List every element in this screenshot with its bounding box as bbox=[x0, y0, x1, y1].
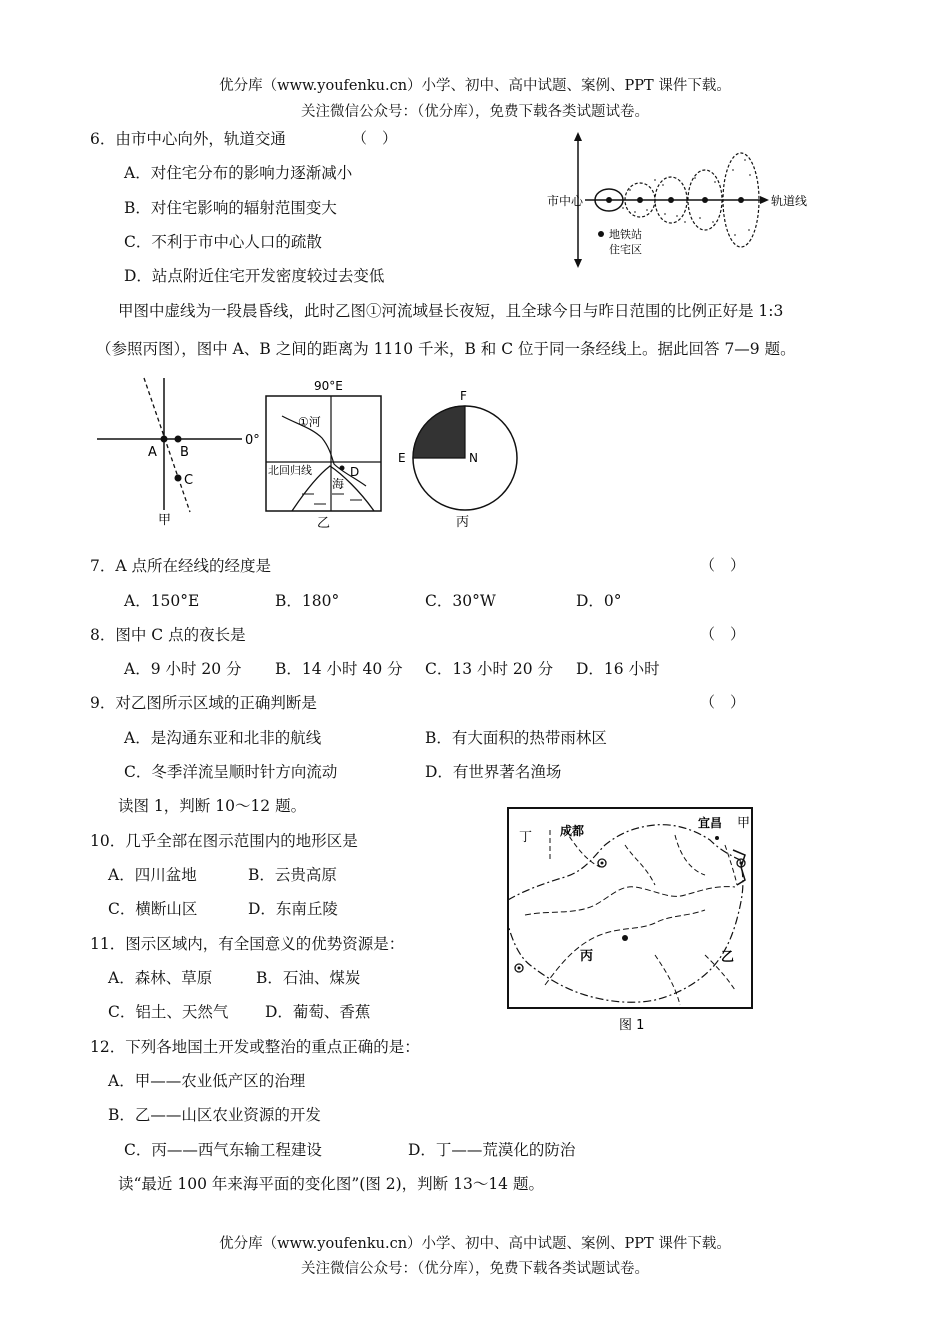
equator-label: 0° bbox=[245, 433, 260, 448]
point-c-label: C bbox=[184, 473, 194, 488]
q8-option-b: B．14 小时 40 分 bbox=[275, 660, 403, 678]
q9-option-a: A．是沟通东亚和北非的航线 bbox=[124, 729, 322, 747]
q7-stem: 7．A 点所在经线的经度是 bbox=[90, 557, 271, 575]
footer-line-1: 优分库（www.youfenku.cn）小学、初中、高中试题、案例、PPT 课件下载。 bbox=[219, 1236, 731, 1252]
intro-7-9-line2: （参照丙图），图中 A、B 之间的距离为 1110 千米，B 和 C 位于同一条经线上。据此回答 7—9 题。 bbox=[96, 340, 796, 358]
tropic-label: 北回归线 bbox=[268, 464, 312, 477]
q7-option-c: C．30°W bbox=[425, 592, 496, 610]
q7-option-a: A．150°E bbox=[124, 592, 200, 610]
q6-option-c: C．不利于市中心人口的疏散 bbox=[124, 233, 322, 251]
point-n-label: N bbox=[469, 451, 478, 465]
city-center-label: 市中心 bbox=[547, 194, 584, 208]
q8-option-d: D．16 小时 bbox=[576, 660, 660, 678]
q12-option-b: B．乙——山区农业资源的开发 bbox=[108, 1106, 321, 1124]
q9-answer-paren: （ ） bbox=[700, 693, 746, 711]
q9-option-d: D．有世界著名渔场 bbox=[425, 763, 562, 781]
sea-label: 海 bbox=[332, 477, 345, 491]
point-d-label: D bbox=[350, 465, 360, 479]
q12-option-c: C．丙——西气东输工程建设 bbox=[124, 1141, 322, 1159]
figure-yi bbox=[262, 376, 392, 532]
figure-yi-caption: 乙 bbox=[317, 516, 331, 531]
point-f-label: F bbox=[460, 389, 467, 403]
q7-answer-paren: （ ） bbox=[700, 556, 746, 574]
figure-1-caption: 图 1 bbox=[619, 1018, 645, 1033]
region-bing-label: 丙 bbox=[580, 949, 594, 964]
intro-13-14: 读“最近 100 年来海平面的变化图”(图 2)，判断 13～14 题。 bbox=[118, 1175, 544, 1193]
rail-housing-diagram bbox=[545, 130, 815, 270]
q6-answer-paren: （ ） bbox=[352, 129, 398, 147]
meridian-90e-label: 90°E bbox=[314, 379, 343, 393]
figure-jia-caption: 甲 bbox=[158, 513, 172, 528]
q6-stem: 6．由市中心向外，轨道交通 bbox=[90, 130, 286, 148]
q7-option-b: B．180° bbox=[275, 592, 340, 610]
q10-option-c: C．横断山区 bbox=[108, 900, 198, 918]
q11-option-c: C．铝土、天然气 bbox=[108, 1003, 229, 1021]
rail-line-label: 轨道线 bbox=[771, 194, 808, 208]
q6-option-b: B．对住宅影响的辐射范围变大 bbox=[124, 199, 337, 217]
region-ding-label: 丁 bbox=[519, 830, 533, 845]
q9-option-c: C．冬季洋流呈顺时针方向流动 bbox=[124, 763, 338, 781]
q12-stem: 12．下列各地国土开发或整治的重点正确的是： bbox=[90, 1038, 420, 1056]
q11-option-d: D．葡萄、香蕉 bbox=[265, 1003, 371, 1021]
q8-option-c: C．13 小时 20 分 bbox=[425, 660, 554, 678]
q8-stem: 8．图中 C 点的夜长是 bbox=[90, 626, 246, 644]
point-e-label: E bbox=[398, 451, 406, 465]
q8-answer-paren: （ ） bbox=[700, 625, 746, 643]
figure-bing bbox=[393, 380, 523, 532]
intro-7-9-line1: 甲图中虚线为一段晨昏线，此时乙图①河流域昼长夜短，且全球今日与昨日范围的比例正好是 1:3 bbox=[118, 302, 784, 320]
legend-residential-label: 住宅区 bbox=[609, 243, 642, 256]
point-b-label: B bbox=[180, 445, 189, 460]
q10-option-a: A．四川盆地 bbox=[108, 866, 197, 884]
intro-10-12: 读图 1，判断 10～12 题。 bbox=[118, 797, 307, 815]
q10-stem: 10．几乎全部在图示范围内的地形区是 bbox=[90, 832, 358, 850]
q12-option-d: D．丁——荒漠化的防治 bbox=[408, 1141, 576, 1159]
chengdu-label: 成都 bbox=[560, 824, 585, 838]
figure-bing-caption: 丙 bbox=[456, 515, 470, 530]
region-yi-label: 乙 bbox=[721, 950, 735, 965]
q8-option-a: A．9 小时 20 分 bbox=[124, 660, 242, 678]
river-label: ①河 bbox=[298, 415, 321, 429]
q10-option-b: B．云贵高原 bbox=[248, 866, 337, 884]
legend-station-label: 地铁站 bbox=[609, 228, 642, 241]
q9-stem: 9．对乙图所示区域的正确判断是 bbox=[90, 694, 317, 712]
yichang-label: 宜昌 bbox=[698, 816, 723, 830]
q11-option-a: A．森林、草原 bbox=[108, 969, 213, 987]
q11-option-b: B．石油、煤炭 bbox=[256, 969, 361, 987]
q6-option-a: A．对住宅分布的影响力逐渐减小 bbox=[124, 164, 353, 182]
header-line-2: 关注微信公众号：（优分库），免费下载各类试题试卷。 bbox=[301, 104, 649, 120]
q11-stem: 11．图示区域内，有全国意义的优势资源是： bbox=[90, 935, 405, 953]
region-jia-label: 甲 bbox=[737, 816, 751, 831]
figure-jia bbox=[92, 372, 267, 532]
q7-option-d: D．0° bbox=[576, 592, 622, 610]
figure-1-map bbox=[505, 805, 755, 1035]
q6-option-d: D．站点附近住宅开发密度较过去变低 bbox=[124, 267, 385, 285]
point-a-label: A bbox=[148, 445, 157, 460]
header-line-1: 优分库（www.youfenku.cn）小学、初中、高中试题、案例、PPT 课件下载。 bbox=[219, 78, 731, 94]
q12-option-a: A．甲——农业低产区的治理 bbox=[108, 1072, 306, 1090]
footer-line-2: 关注微信公众号：（优分库），免费下载各类试题试卷。 bbox=[301, 1261, 649, 1277]
legend-station-dot bbox=[598, 231, 604, 237]
q10-option-d: D．东南丘陵 bbox=[248, 900, 338, 918]
q9-option-b: B．有大面积的热带雨林区 bbox=[425, 729, 607, 747]
